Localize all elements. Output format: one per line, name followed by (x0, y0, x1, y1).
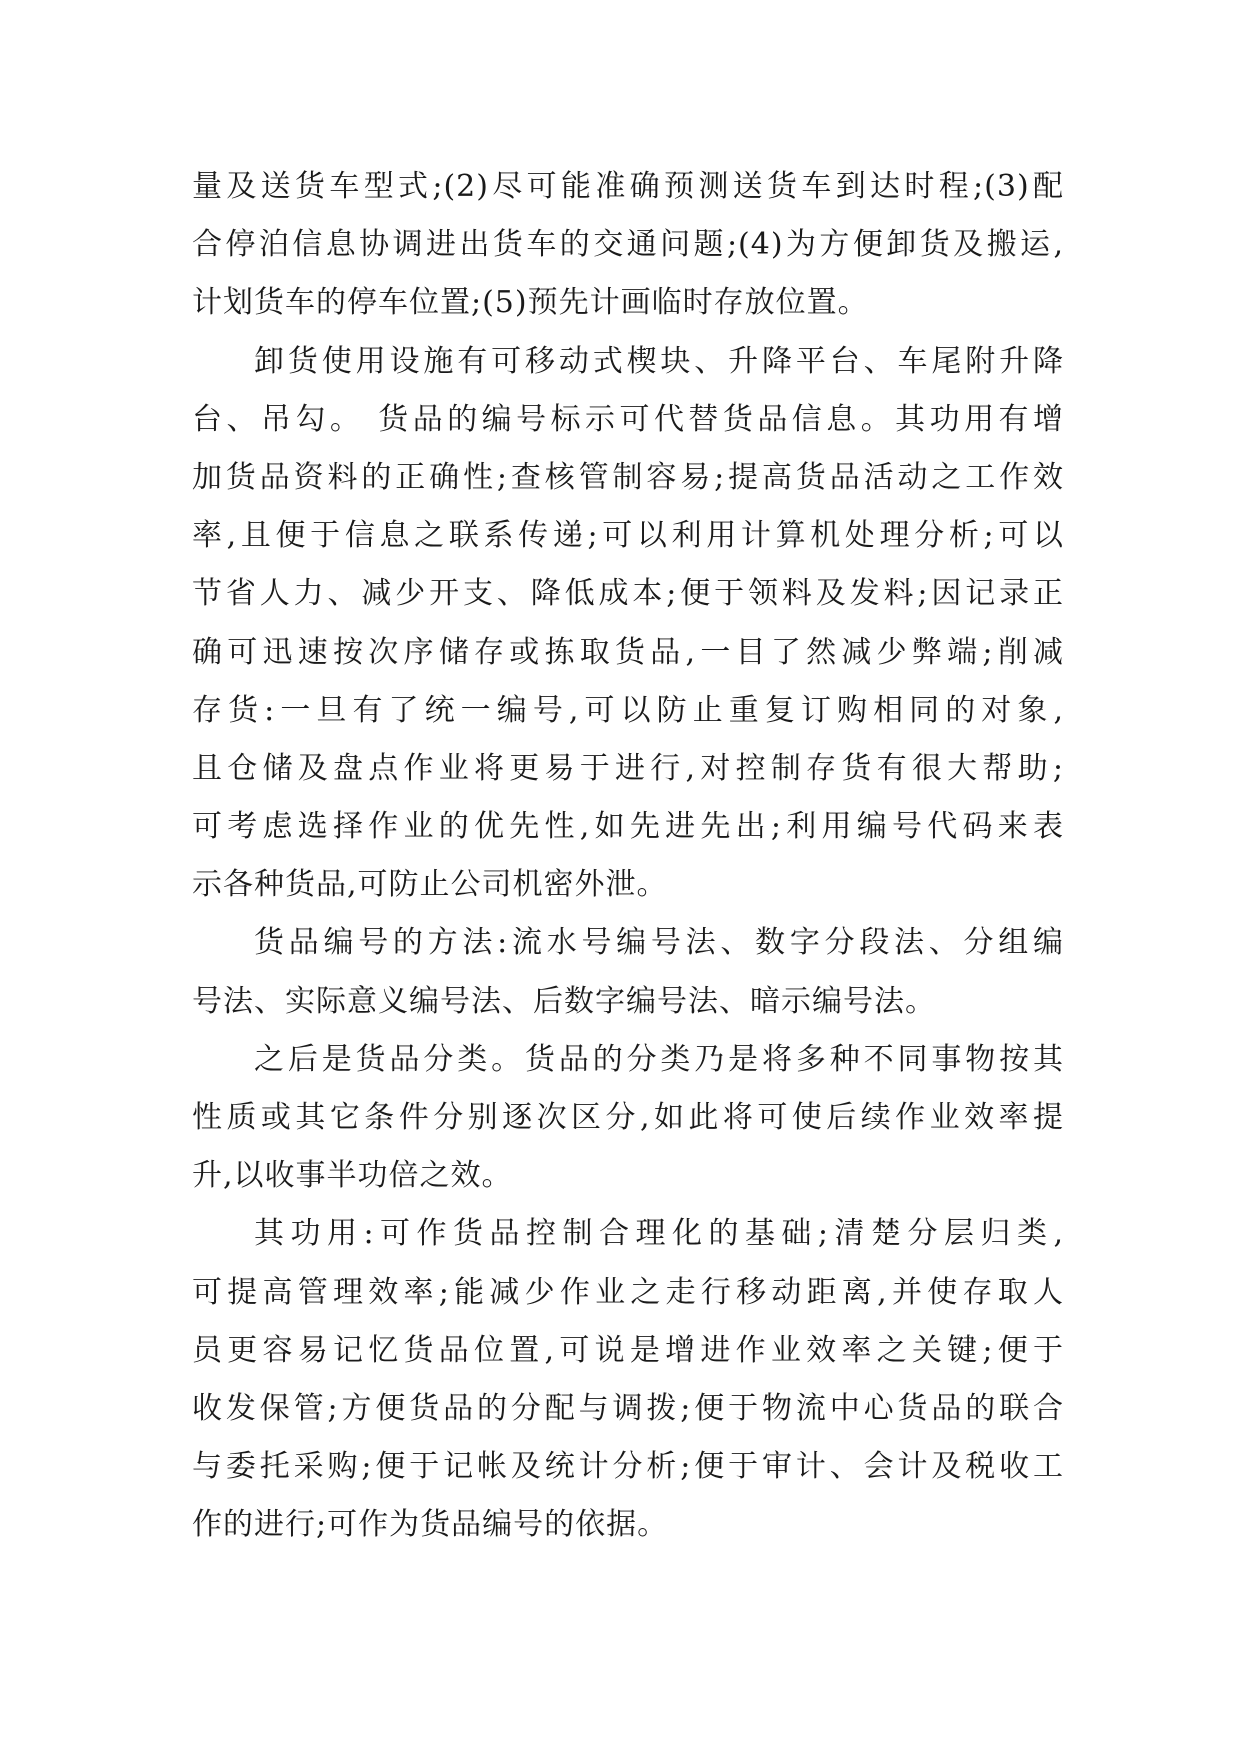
text-line: 收发保管;方便货品的分配与调拨;便于物流中心货品的联合 (192, 1390, 1064, 1426)
text-line: 示各种货品,可防止公司机密外泄。 (192, 867, 668, 903)
document-body (192, 158, 1064, 1555)
text-line: 加货品资料的正确性;查核管制容易;提高货品活动之工作效 (192, 459, 1064, 495)
text-line: 计划货车的停车位置;(5)预先计画临时存放位置。 (192, 285, 869, 321)
text-line: 合停泊信息协调进出货车的交通问题;(4)为方便卸货及搬运, (192, 227, 1064, 263)
text-line: 号法、实际意义编号法、后数字编号法、暗示编号法。 (192, 983, 936, 1019)
text-line: 性质或其它条件分别逐次区分,如此将可使后续作业效率提 (192, 1100, 1064, 1135)
text-line: 可提高管理效率;能减少作业之走行移动距离,并使存取人 (192, 1274, 1064, 1310)
text-line: 升,以收事半功倍之效。 (192, 1158, 513, 1194)
text-line: 可考虑选择作业的优先性,如先进先出;利用编号代码来表 (192, 809, 1064, 845)
text-line: 量及送货车型式;(2)尽可能准确预测送货车到达时程;(3)配 (192, 169, 1064, 204)
text-line: 之后是货品分类。货品的分类乃是将多种不同事物按其 (254, 1041, 1064, 1077)
text-line: 且仓储及盘点作业将更易于进行,对控制存货有很大帮助; (192, 750, 1064, 786)
text-line: 率,且便于信息之联系传递;可以利用计算机处理分析;可以 (192, 518, 1064, 554)
text-line: 其功用:可作货品控制合理化的基础;清楚分层归类, (254, 1216, 1064, 1252)
text-line: 卸货使用设施有可移动式楔块、升降平台、车尾附升降 (254, 343, 1064, 379)
text-line: 与委托采购;便于记帐及统计分析;便于审计、会计及税收工 (192, 1449, 1064, 1485)
text-line: 货品编号的方法:流水号编号法、数字分段法、分组编 (254, 925, 1064, 961)
text-line: 存货:一旦有了统一编号,可以防止重复订购相同的对象, (192, 692, 1064, 728)
text-line: 确可迅速按次序储存或拣取货品,一目了然减少弊端;削减 (192, 634, 1064, 670)
text-line: 员更容易记忆货品位置,可说是增进作业效率之关键;便于 (192, 1332, 1064, 1368)
text-line: 作的进行;可作为货品编号的依据。 (192, 1507, 669, 1543)
text-line: 台、吊勾。 货品的编号标示可代替货品信息。其功用有增 (192, 401, 1064, 437)
text-line: 节省人力、减少开支、降低成本;便于领料及发料;因记录正 (192, 576, 1064, 612)
